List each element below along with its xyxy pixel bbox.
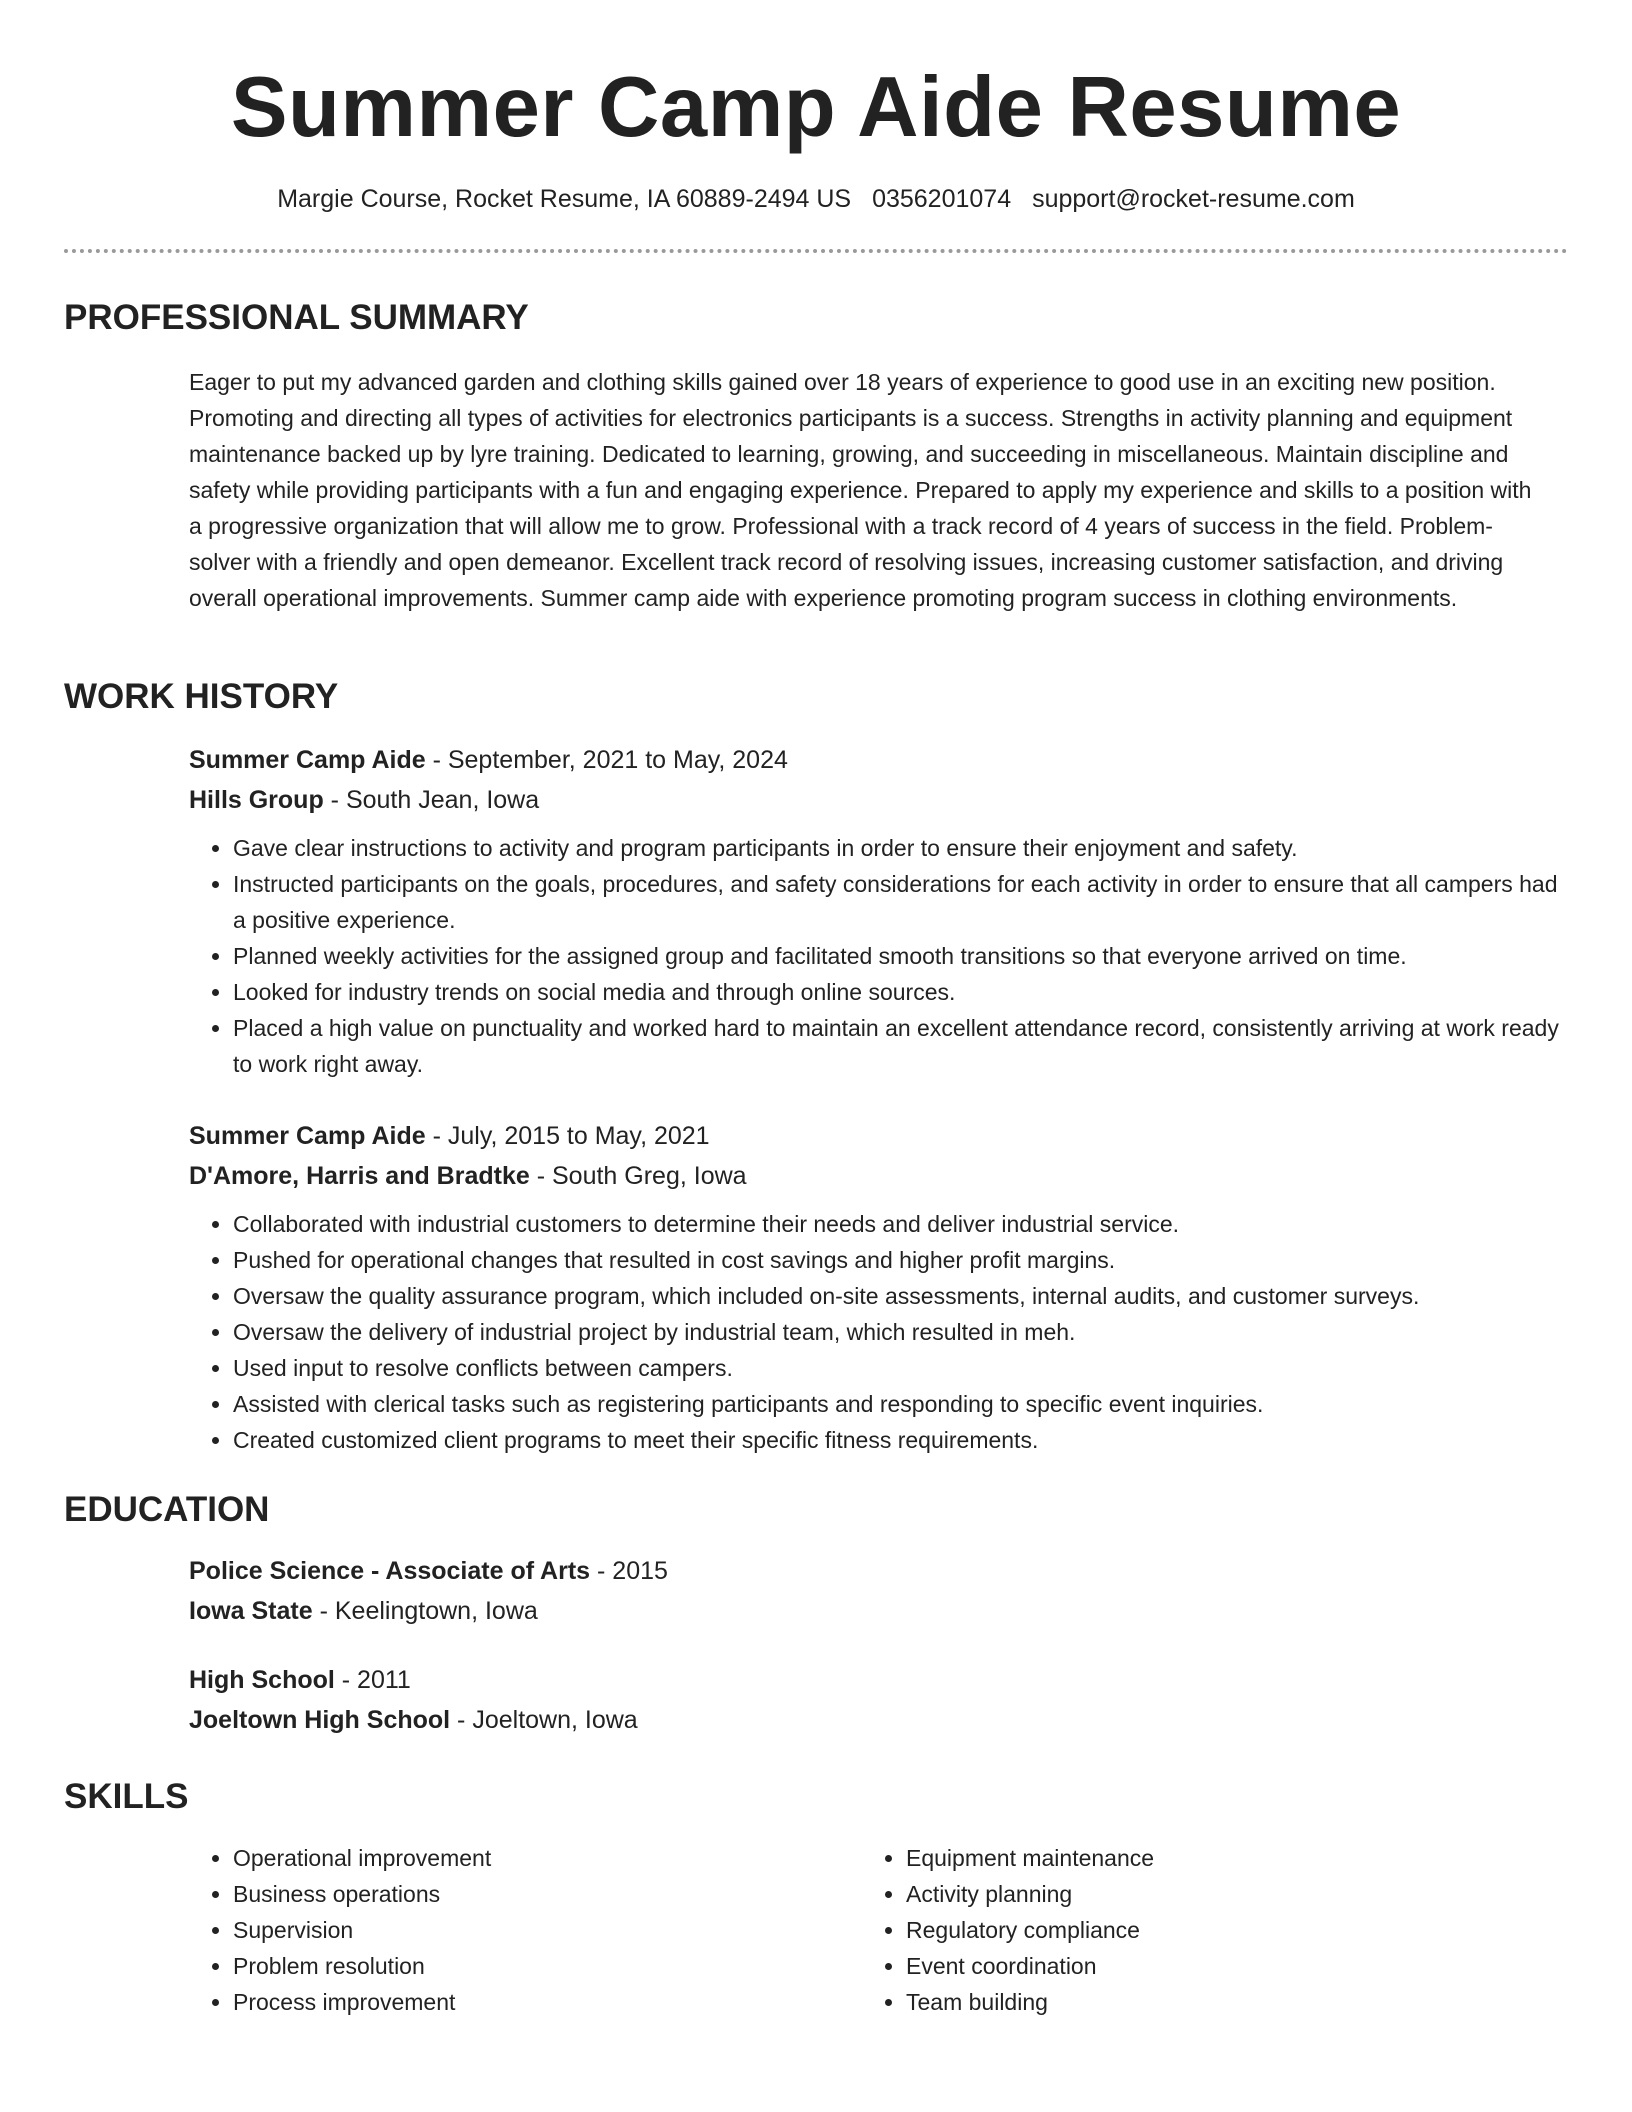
skills-list [862,1840,1462,2020]
header-divider [64,249,1568,253]
job-title-line [189,1116,1564,1156]
job-dates: - July, 2015 to May, 2021 [425,1122,710,1150]
skill-item: • Equipment maintenance [906,1840,1462,1876]
contact-email: support@rocket-resume.com [1032,185,1355,213]
job-bullet: • Pushed for operational changes that resulted in cost savings and higher profit margins. [233,1242,1564,1278]
job-location: - South Greg, Iowa [529,1162,747,1190]
skill-item: • Process improvement [233,1984,789,2020]
education-school: Iowa State [189,1597,313,1625]
education-entry [189,1551,1564,1631]
education-degree-line [189,1660,1564,1700]
education-degree-line [189,1551,1564,1591]
section-title-work-history: WORK HISTORY [64,677,339,716]
skill-item: • Problem resolution [233,1948,789,1984]
job-company-line [189,1156,1564,1196]
section-title-skills: SKILLS [64,1777,189,1816]
job-position: Summer Camp Aide [189,1122,426,1150]
job-bullet: • Created customized client programs to meet their specific fitness requirements. [233,1422,1564,1458]
education-degree: High School [189,1666,335,1694]
education-school: Joeltown High School [189,1706,451,1734]
job-company-line [189,780,1564,820]
job-bullet: • Used input to resolve conflicts between campers. [233,1350,1564,1386]
skill-item: • Team building [906,1984,1462,2020]
section-title-education: EDUCATION [64,1490,270,1529]
summary-text: Eager to put my advanced garden and clothing skills gained over 18 years of experience to good use in an exciting new position. Promoting and directing all types of activities for electronics participants is a success. Strengths in activity planning and equipment maintenance backed up by lyre training. Dedicated to learning, growing, and succeeding in miscellaneous. Maintain discipline and safety while providing participants with a fun and engaging experience. Prepared to apply my experience and skills to a position with a progressive organization that will allow me to grow. Professional with a track record of 4 years of success in the field. Problem-solver with a friendly and open demeanor. Excellent track record of resolving issues, increasing customer satisfaction, and driving overall operational improvements. Summer camp aide with experience promoting program success in clothing environments. [189,369,1532,611]
job-company: D'Amore, Harris and Bradtke [189,1162,530,1190]
contact-address: Margie Course, Rocket Resume, IA 60889-2494 US [277,185,852,213]
education-entry [189,1660,1564,1740]
job-bullet: • Gave clear instructions to activity and program participants in order to ensure their enjoyment and safety. [233,830,1564,866]
job-entry [189,1116,1564,1458]
contact-phone: 0356201074 [872,185,1012,213]
education-degree: Police Science - Associate of Arts [189,1557,591,1585]
resume-title: Summer Camp Aide Resume [230,60,1402,155]
skills-list [189,1840,789,2020]
job-location: - South Jean, Iowa [323,786,540,814]
education-school-line [189,1591,1564,1631]
job-bullet: • Planned weekly activities for the assigned group and facilitated smooth transitions so that everyone arrived on time. [233,938,1564,974]
skill-item: • Regulatory compliance [906,1912,1462,1948]
job-bullet: • Oversaw the delivery of industrial project by industrial team, which resulted in meh. [233,1314,1564,1350]
education-year: - 2011 [334,1666,411,1694]
skill-item: • Operational improvement [233,1840,789,1876]
job-bullet: • Oversaw the quality assurance program, which included on-site assessments, internal audits, and customer surveys. [233,1278,1564,1314]
job-position: Summer Camp Aide [189,746,426,774]
section-title-summary: PROFESSIONAL SUMMARY [64,298,529,337]
skill-item: • Event coordination [906,1948,1462,1984]
job-bullet: • Looked for industry trends on social media and through online sources. [233,974,1564,1010]
skill-item: • Supervision [233,1912,789,1948]
education-year: - 2015 [590,1557,668,1585]
job-bullet: • Placed a high value on punctuality and worked hard to maintain an excellent attendance record, consistently arriving at work ready to work right away. [233,1010,1564,1082]
job-entry [189,740,1564,1082]
education-school-line [189,1700,1564,1740]
job-bullet: • Instructed participants on the goals, procedures, and safety considerations for each activity in order to ensure that all campers had a positive experience. [233,866,1564,938]
contact-line [0,183,1632,215]
skill-item: • Business operations [233,1876,789,1912]
job-company: Hills Group [189,786,324,814]
skill-item: • Activity planning [906,1876,1462,1912]
job-bullet: • Collaborated with industrial customers to determine their needs and deliver industrial service. [233,1206,1564,1242]
education-location: - Joeltown, Iowa [450,1706,638,1734]
skills-column-right [862,1840,1462,2020]
job-title-line [189,740,1564,780]
education-location: - Keelingtown, Iowa [312,1597,538,1625]
job-dates: - September, 2021 to May, 2024 [425,746,788,774]
skills-column-left [189,1840,789,2020]
job-bullets [189,830,1564,1082]
job-bullets [189,1206,1564,1458]
job-bullet: • Assisted with clerical tasks such as registering participants and responding to specific event inquiries. [233,1386,1564,1422]
